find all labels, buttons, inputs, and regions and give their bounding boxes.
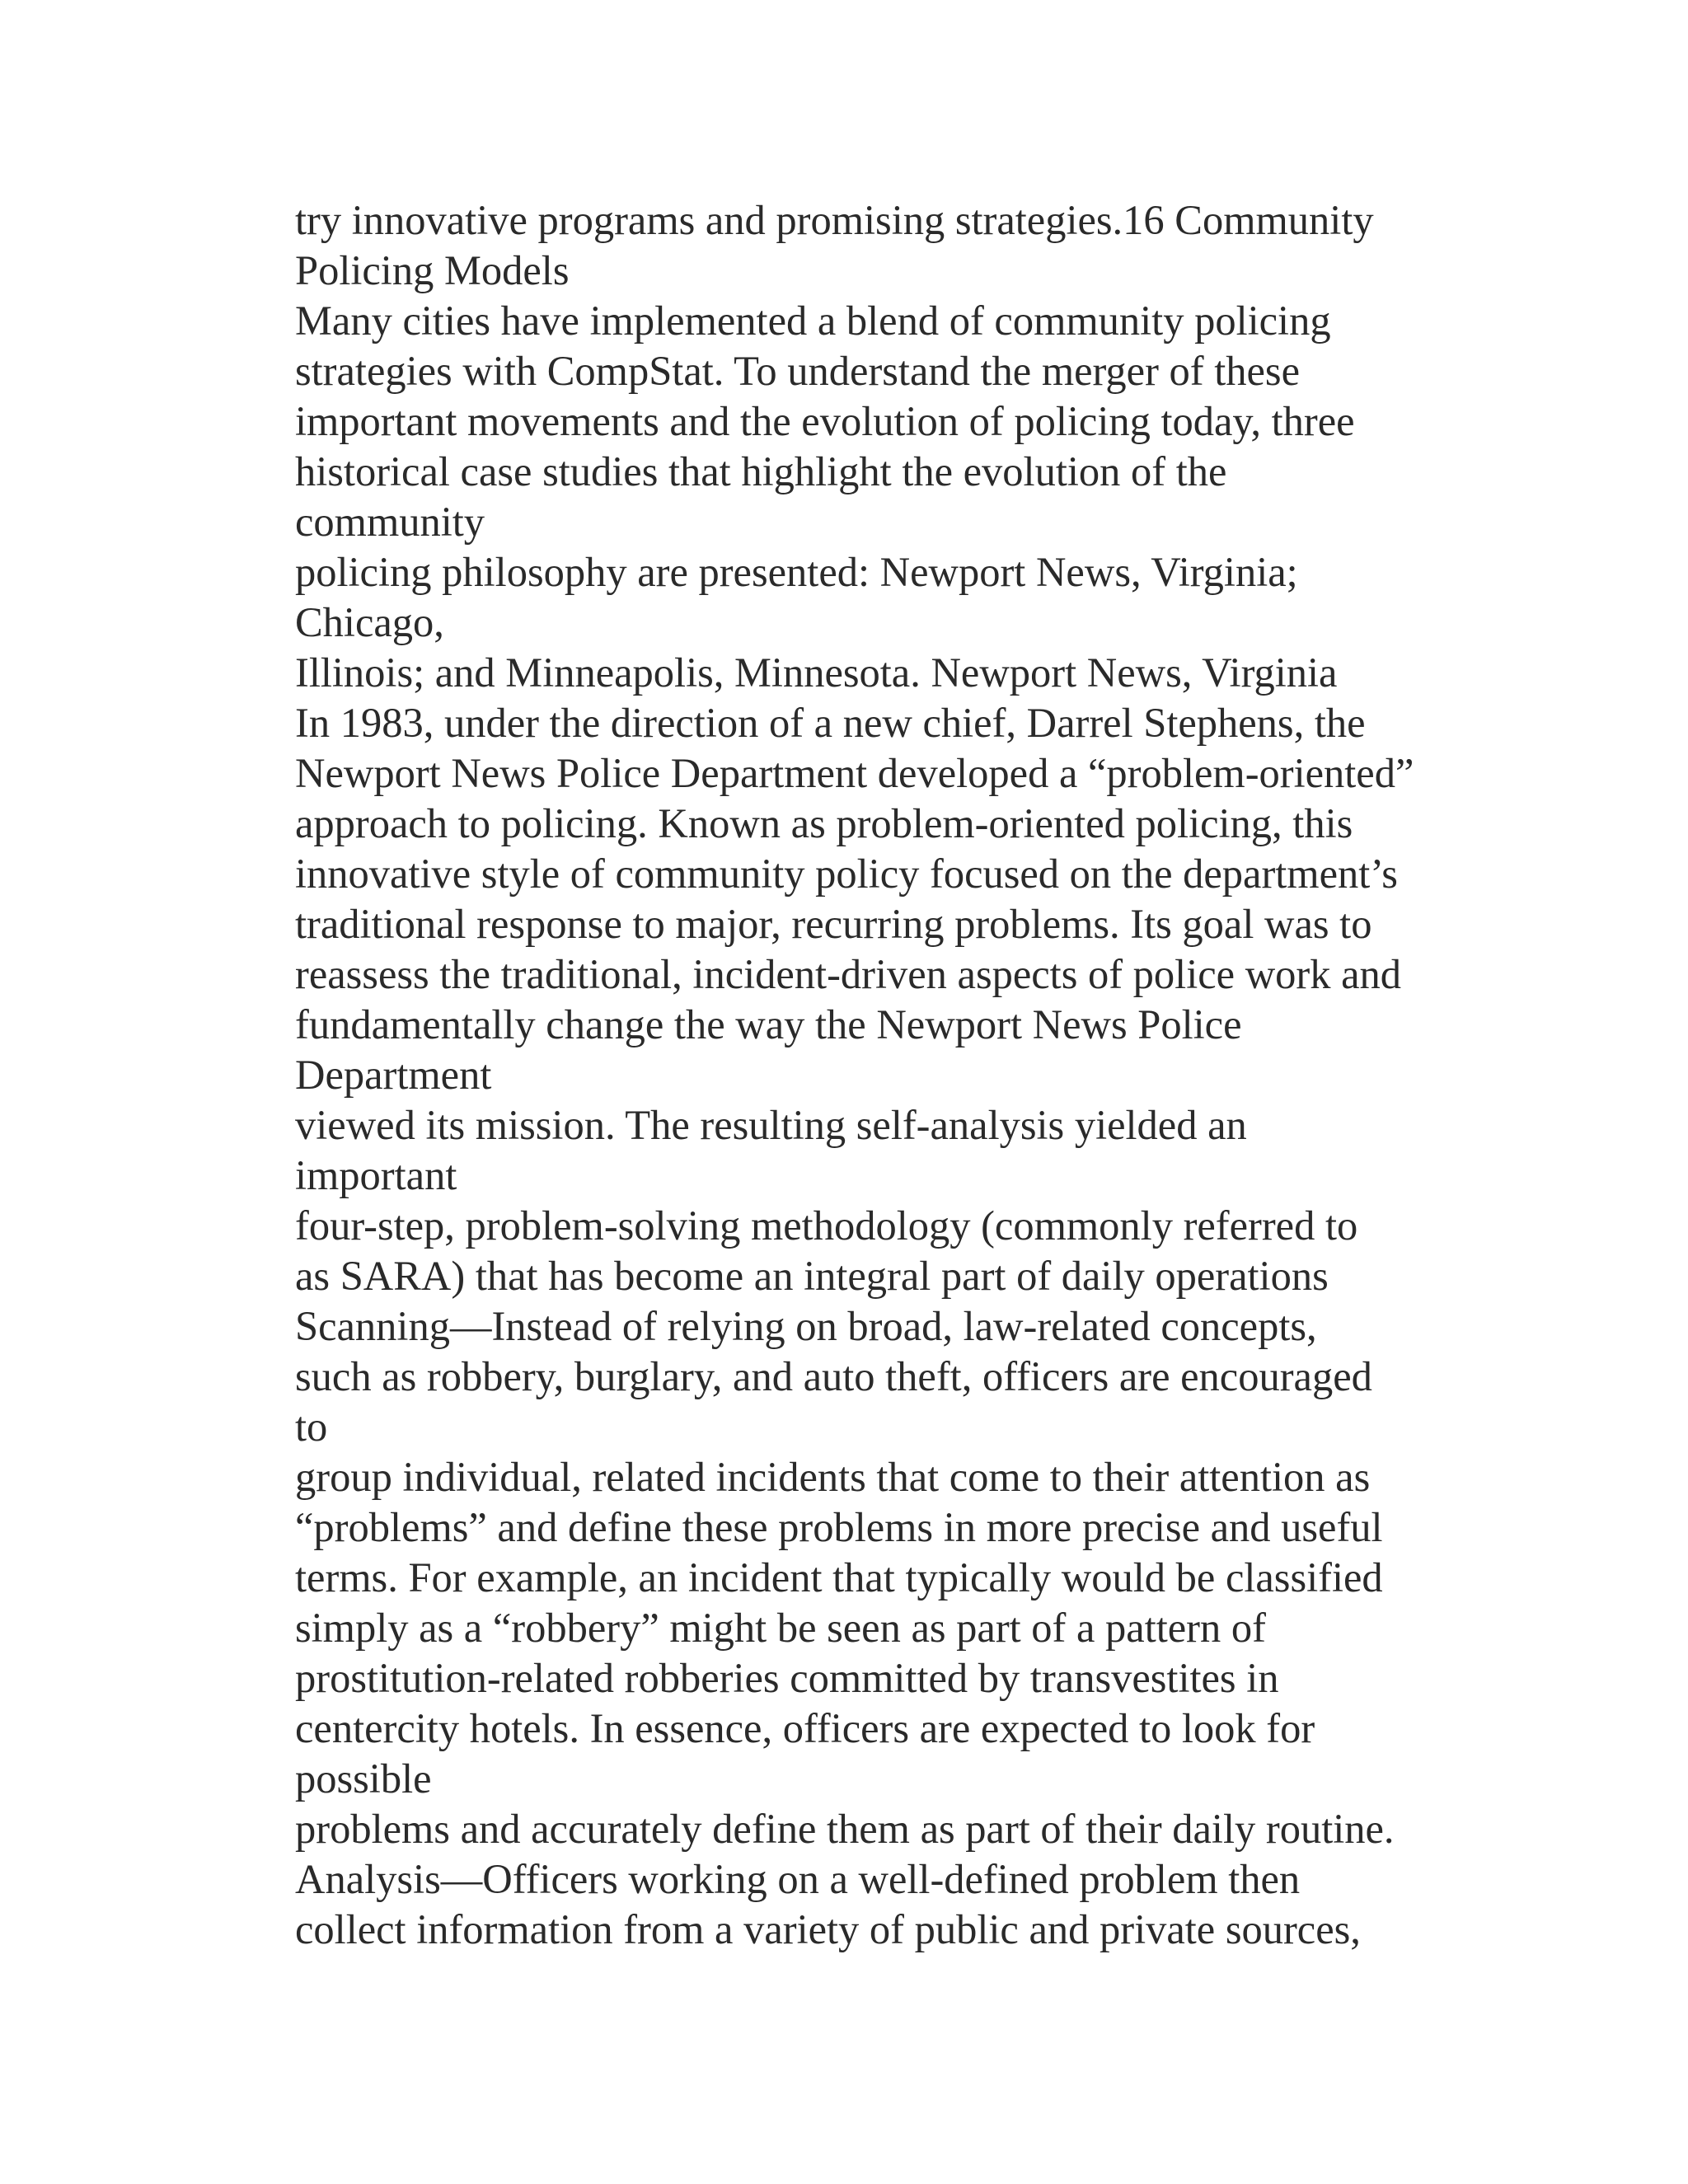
text-line: community (295, 499, 485, 545)
text-line: prostitution-related robberies committed by transvestites in (295, 1655, 1279, 1701)
text-line: to (295, 1404, 328, 1450)
text-line: viewed its mission. The resulting self-analysis yielded an (295, 1102, 1247, 1148)
text-line: reassess the traditional, incident-driven aspects of police work and (295, 951, 1402, 997)
text-line: group individual, related incidents that come to their attention as (295, 1454, 1371, 1500)
text-line: policing philosophy are presented: Newport News, Virginia; (295, 549, 1298, 595)
text-line: Chicago, (295, 599, 444, 645)
text-line: innovative style of community policy focused on the department’s (295, 851, 1398, 897)
text-line: important (295, 1152, 457, 1198)
text-line: problems and accurately define them as part of their daily routine. (295, 1806, 1395, 1852)
text-line: strategies with CompStat. To understand the merger of these (295, 348, 1300, 394)
text-line: Illinois; and Minneapolis, Minnesota. Newport News, Virginia (295, 649, 1338, 696)
text-line: Scanning—Instead of relying on broad, law-related concepts, (295, 1303, 1317, 1349)
text-line: as SARA) that has become an integral part of daily operations (295, 1253, 1329, 1299)
text-line: collect information from a variety of public and private sources, (295, 1906, 1361, 1952)
text-line: “problems” and define these problems in more precise and useful (295, 1504, 1383, 1550)
text-line: Newport News Police Department developed a “problem-oriented” (295, 750, 1414, 796)
text-line: important movements and the evolution of policing today, three (295, 398, 1355, 444)
text-line: Department (295, 1052, 492, 1098)
text-line: Analysis—Officers working on a well-defined problem then (295, 1856, 1301, 1902)
text-line: approach to policing. Known as problem-oriented policing, this (295, 800, 1353, 846)
text-line: historical case studies that highlight the evolution of the (295, 448, 1227, 494)
text-line: possible (295, 1755, 432, 1802)
text-line: traditional response to major, recurring problems. Its goal was to (295, 901, 1372, 947)
text-line: In 1983, under the direction of a new chief, Darrel Stephens, the (295, 700, 1366, 746)
body-text (295, 195, 1581, 1955)
text-line: terms. For example, an incident that typically would be classified (295, 1554, 1383, 1601)
text-line: such as robbery, burglary, and auto theft, officers are encouraged (295, 1353, 1372, 1399)
text-line: centercity hotels. In essence, officers are expected to look for (295, 1705, 1315, 1751)
text-line: Many cities have implemented a blend of community policing (295, 298, 1331, 344)
text-line: fundamentally change the way the Newport News Police (295, 1001, 1242, 1047)
text-line: four-step, problem-solving methodology (commonly referred to (295, 1202, 1358, 1249)
text-line: try innovative programs and promising strategies.16 Community (295, 197, 1374, 243)
text-line: simply as a “robbery” might be seen as part of a pattern of (295, 1605, 1266, 1651)
text-line: Policing Models (295, 247, 570, 293)
